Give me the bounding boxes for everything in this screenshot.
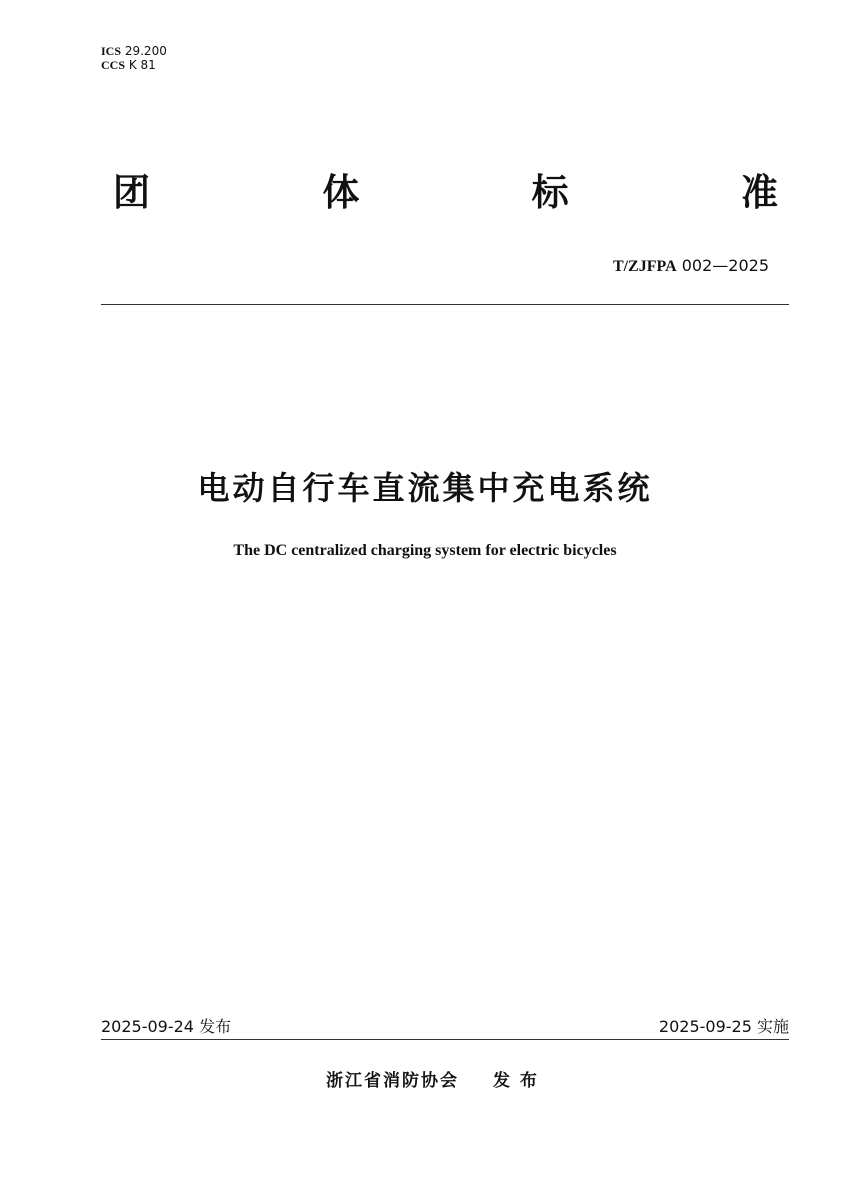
title-english: The DC centralized charging system for electric bicycles [233,542,617,559]
top-divider [101,304,789,305]
standard-number [613,256,769,276]
implementation-date-line [659,1014,789,1037]
issue-date-line [101,1014,231,1037]
document-type-char: 体 [322,171,360,214]
implementation-date: 2025-09-25 [658,1017,752,1036]
classification-codes [101,44,167,72]
ics-value: 29.200 [124,44,167,58]
document-type-char: 团 [113,171,150,214]
ics-code [101,44,167,58]
title-chinese: 电动自行车直流集中充电系统 [197,469,653,507]
issue-label: 发布 [199,1017,232,1036]
ccs-code [101,58,167,72]
publisher-line [326,1066,539,1091]
ccs-label: CCS [101,58,126,72]
issue-date: 2025-09-24 [101,1017,194,1036]
ccs-value: K 81 [128,58,156,72]
standard-code: 002—2025 [681,256,769,275]
document-type-char: 标 [531,171,569,214]
document-type-char: 准 [740,171,778,214]
publisher-label: 发 布 [493,1071,539,1091]
standard-prefix: T/ZJFPA [612,258,677,275]
ics-label: ICS [101,44,122,58]
publisher-name: 浙江省消防协会 [326,1071,459,1091]
implementation-label: 实施 [756,1017,789,1036]
document-type [113,168,778,218]
bottom-divider [101,1039,789,1040]
